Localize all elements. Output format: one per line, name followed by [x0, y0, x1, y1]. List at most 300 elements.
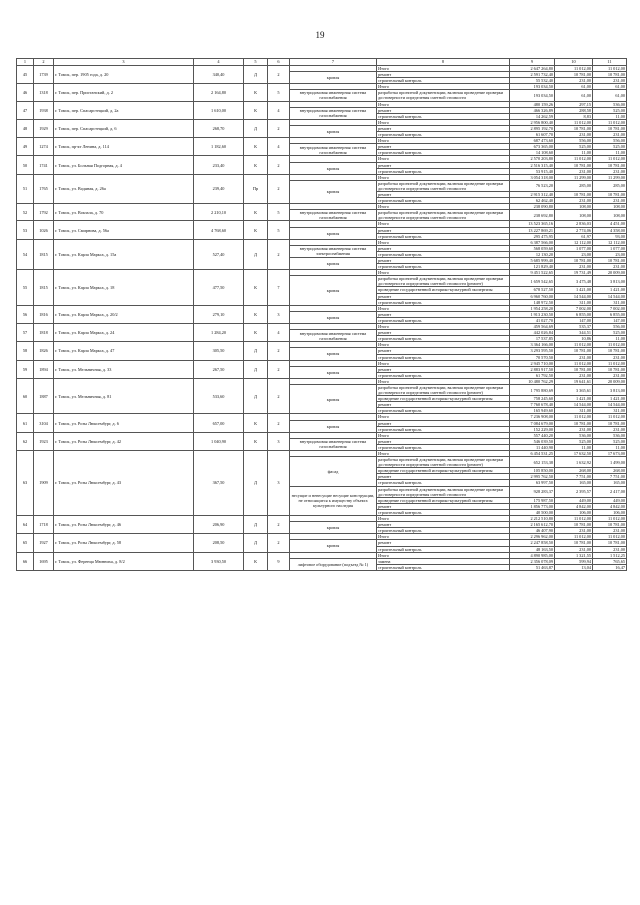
cost-total: 1 856 773,00 — [510, 503, 555, 509]
address: г. Томск, ул. Мельничная, д. 81 — [54, 378, 194, 414]
cost-per-m2: 11 012,00 — [555, 66, 593, 72]
cost-total: 2 915 312,40 — [510, 191, 555, 197]
max-cost-per-m2: 108,00 — [593, 210, 627, 221]
column-number-row — [17, 59, 627, 66]
max-cost-per-m2: 311,00 — [593, 299, 627, 305]
cost-total: 928 283,37 — [510, 486, 555, 497]
house-area: 527,40 — [194, 239, 244, 269]
max-cost-per-m2: 10 781,00 — [593, 72, 627, 78]
max-cost-per-m2: 11 299,00 — [593, 174, 627, 180]
floors: 4 — [268, 138, 290, 156]
work-type: ремонт — [377, 540, 510, 546]
work-type: Итого — [377, 342, 510, 348]
cost-total: 7 084 679,00 — [510, 420, 555, 426]
max-cost-per-m2: 10 781,00 — [593, 522, 627, 528]
max-cost-per-m2: 11,00 — [593, 336, 627, 342]
cost-per-m2: 11,00 — [555, 150, 593, 156]
work-system: кровля — [290, 162, 377, 174]
work-type: строительный контроль — [377, 444, 510, 450]
cost-total: 480 159,26 — [510, 101, 555, 107]
cost-per-m2: 536,00 — [555, 432, 593, 438]
address: г. Томск, пер. Спасарстецкий, д. 6 — [54, 119, 194, 137]
work-type: Итого — [377, 378, 510, 384]
cost-total: 466 326,89 — [510, 107, 555, 113]
work-system: кровля — [290, 311, 377, 323]
cost-total: 758 245,60 — [510, 396, 555, 402]
floors: 2 — [268, 156, 290, 174]
cost-total: 11 440,90 — [510, 444, 555, 450]
cost-total: 61 607,70 — [510, 132, 555, 138]
max-cost-per-m2: 3 813,00 — [593, 384, 627, 395]
cost-per-m2: 288,58 — [555, 107, 593, 113]
cost-per-m2: 525,00 — [555, 438, 593, 444]
max-cost-per-m2: 11 012,00 — [593, 342, 627, 348]
cost-per-m2: 10 781,00 — [555, 72, 593, 78]
row-number: 60 — [17, 378, 34, 414]
work-type: Итого — [377, 221, 510, 227]
cost-per-m2: 8,83 — [555, 113, 593, 119]
work-system: кровля — [290, 258, 377, 270]
max-cost-per-m2: 231,00 — [593, 168, 627, 174]
work-type: Итого — [377, 66, 510, 72]
cost-total: 7 236 908,00 — [510, 414, 555, 420]
cost-per-m2: 231,00 — [555, 198, 593, 204]
cost-total: 46 407,90 — [510, 528, 555, 534]
cost-total: 17 537,85 — [510, 336, 555, 342]
cost-total: 6 960 760,00 — [510, 293, 555, 299]
address: г. Томск, ул. Розы Люксембург, д. 46 — [54, 516, 194, 534]
cost-per-m2: 1 632,92 — [555, 457, 593, 468]
house-id: 1792 — [34, 204, 54, 221]
house-area: 279,10 — [194, 305, 244, 323]
work-system: кровля — [290, 72, 377, 84]
max-cost-per-m2: 6 855,00 — [593, 311, 627, 317]
cost-total: 3 364 166,00 — [510, 342, 555, 348]
wall-material: К — [244, 138, 268, 156]
max-cost-per-m2: 231,00 — [593, 354, 627, 360]
cost-total: 53 915,40 — [510, 168, 555, 174]
cost-total: 193 034,50 — [510, 84, 555, 90]
work-system: кровля — [290, 540, 377, 552]
house-area: 340,40 — [194, 66, 244, 84]
work-type: ремонт — [377, 503, 510, 509]
cost-per-m2: 11 299,00 — [555, 174, 593, 180]
house-id: 1826 — [34, 342, 54, 360]
work-type: Итого — [377, 305, 510, 311]
work-type: разработка проектной документации, включая проведение проверки достоверности определения сметной стоимости — [377, 90, 510, 101]
house-id: 1816 — [34, 305, 54, 323]
cost-per-m2: 10 781,00 — [555, 162, 593, 168]
work-type: строительный контроль — [377, 317, 510, 323]
work-system: кровля — [290, 276, 377, 305]
work-type: разработка проектной документации, включая проведение проверки достоверности определения сметной стоимости — [377, 486, 510, 497]
wall-material: Пр — [244, 174, 268, 203]
work-type: замена — [377, 558, 510, 564]
cost-total: 6 387 566,00 — [510, 239, 555, 245]
max-cost-per-m2: 10 781,00 — [593, 420, 627, 426]
cost-per-m2: 61,97 — [555, 233, 593, 239]
address: г. Томск, ул. Карла Маркса, д. 20/2 — [54, 305, 194, 323]
cost-per-m2: 2 395,57 — [555, 486, 593, 497]
work-system: кровля — [290, 522, 377, 534]
row-number: 47 — [17, 101, 34, 119]
address: г. Томск, ул. Карла Маркса, д. 47 — [54, 342, 194, 360]
cost-per-m2: 165,00 — [555, 480, 593, 486]
max-cost-per-m2: 231,00 — [593, 528, 627, 534]
max-cost-per-m2: 4 451,00 — [593, 221, 627, 227]
cost-per-m2: 10 781,00 — [555, 540, 593, 546]
max-cost-per-m2: 7 002,00 — [593, 305, 627, 311]
cost-total: 41 027,70 — [510, 317, 555, 323]
house-id: 1929 — [34, 119, 54, 137]
max-cost-per-m2: 20 009,00 — [593, 378, 627, 384]
column-number: 3 — [54, 59, 194, 66]
cost-total: 678 527,50 — [510, 287, 555, 293]
cost-total: 63 997,50 — [510, 480, 555, 486]
row-number: 65 — [17, 534, 34, 552]
work-system: лифтовое оборудование (подъезд № 1) — [290, 558, 377, 570]
work-system: внутридомовая инженерная система газоснабжения — [290, 144, 377, 156]
house-id: 1741 — [34, 156, 54, 174]
cost-per-m2: 3 365,61 — [555, 384, 593, 395]
work-type: Итого — [377, 432, 510, 438]
work-type: строительный контроль — [377, 354, 510, 360]
floors: 5 — [268, 204, 290, 221]
max-cost-per-m2: 2 417,00 — [593, 486, 627, 497]
max-cost-per-m2: 11 012,00 — [593, 414, 627, 420]
cost-per-m2: 10 781,00 — [555, 348, 593, 354]
cost-per-m2: 599,94 — [555, 558, 593, 564]
work-type: строительный контроль — [377, 372, 510, 378]
cost-total: 152 229,00 — [510, 426, 555, 432]
house-id: 1026 — [34, 221, 54, 239]
max-cost-per-m2: 525,00 — [593, 107, 627, 113]
floors: 2 — [268, 239, 290, 269]
max-cost-per-m2: 20 009,00 — [593, 270, 627, 276]
house-area: 4 768,60 — [194, 221, 244, 239]
max-cost-per-m2: 1 421,00 — [593, 287, 627, 293]
work-system: внутридомовая инженерная система газоснабжения — [290, 210, 377, 221]
max-cost-per-m2: 765,65 — [593, 558, 627, 564]
max-cost-per-m2: 14 544,00 — [593, 402, 627, 408]
work-type: строительный контроль — [377, 299, 510, 305]
cost-per-m2: 231,00 — [555, 546, 593, 552]
house-id: 1718 — [34, 516, 54, 534]
work-type: проведение государственной историко-культурной экспертизы — [377, 396, 510, 402]
cost-per-m2: 23,00 — [555, 251, 593, 257]
max-cost-per-m2: 12 112,00 — [593, 239, 627, 245]
work-type: строительный контроль — [377, 528, 510, 534]
wall-material: К — [244, 324, 268, 342]
cost-per-m2: 7 751,00 — [555, 474, 593, 480]
max-cost-per-m2: 11 012,00 — [593, 534, 627, 540]
row-number: 53 — [17, 221, 34, 239]
work-type: разработка проектной документации, включая проведение проверки достоверности определения сметной стоимости (ремонт) — [377, 276, 510, 287]
wall-material: Д — [244, 534, 268, 552]
cost-total: 55 532,40 — [510, 78, 555, 84]
work-type: Итого — [377, 239, 510, 245]
work-type: Итого — [377, 414, 510, 420]
work-type: ремонт — [377, 348, 510, 354]
cost-total: 1 954 258,20 — [510, 305, 555, 311]
wall-material: Д — [244, 239, 268, 269]
row-number: 46 — [17, 84, 34, 101]
max-cost-per-m2: 11 012,00 — [593, 156, 627, 162]
cost-per-m2: 11 012,00 — [555, 156, 593, 162]
cost-per-m2: 311,00 — [555, 408, 593, 414]
work-type: разработка проектной документации, включая проведение проверки достоверности определения сметной стоимости (ремонт) — [377, 457, 510, 468]
house-id: 1909 — [34, 451, 54, 516]
house-area: 477,50 — [194, 270, 244, 306]
max-cost-per-m2: 536,00 — [593, 101, 627, 107]
work-type: ремонт — [377, 366, 510, 372]
house-id: 1274 — [34, 138, 54, 156]
max-cost-per-m2: 11 012,00 — [593, 119, 627, 125]
work-type: Итого — [377, 324, 510, 330]
work-system: кровля — [290, 180, 377, 203]
address: г. Томск, ул. Карла Маркса, д. 18 — [54, 270, 194, 306]
work-system: кровля — [290, 420, 377, 432]
cost-total: 687 473,60 — [510, 138, 555, 144]
cost-per-m2: 311,00 — [555, 299, 593, 305]
address: г. Томск, пер. 1905 года, д. 20 — [54, 66, 194, 84]
wall-material: К — [244, 270, 268, 306]
row-number: 45 — [17, 66, 34, 84]
wall-material: Д — [244, 66, 268, 84]
row-number: 52 — [17, 204, 34, 221]
cost-total: 568 059,60 — [510, 245, 555, 251]
address: г. Томск, ул. Розы Люксембург, д. 6 — [54, 414, 194, 432]
work-type: ремонт — [377, 107, 510, 113]
cost-per-m2: 285,00 — [555, 180, 593, 191]
cost-per-m2: 108,00 — [555, 210, 593, 221]
cost-total: 3 054 318,00 — [510, 174, 555, 180]
cost-total: 70 570,50 — [510, 354, 555, 360]
cost-per-m2: 108,00 — [555, 204, 593, 210]
house-area: 1 610,00 — [194, 101, 244, 119]
house-area: 657,00 — [194, 414, 244, 432]
wall-material: К — [244, 432, 268, 450]
cost-total: 2 212 510,80 — [510, 516, 555, 522]
row-number: 59 — [17, 360, 34, 378]
work-system: внутридомовая инженерная система газоснабжения — [290, 330, 377, 342]
max-cost-per-m2: 231,00 — [593, 372, 627, 378]
work-type: Итого — [377, 84, 510, 90]
house-id: 3104 — [34, 414, 54, 432]
work-type: ремонт — [377, 72, 510, 78]
max-cost-per-m2: 231,00 — [593, 264, 627, 270]
max-cost-per-m2: 231,00 — [593, 198, 627, 204]
work-type: ремонт — [377, 162, 510, 168]
floors: 7 — [268, 270, 290, 306]
floors: 2 — [268, 66, 290, 84]
work-type: ремонт — [377, 191, 510, 197]
wall-material: Д — [244, 342, 268, 360]
house-area: 2 210,10 — [194, 204, 244, 221]
house-id: 1923 — [34, 432, 54, 450]
cost-per-m2: 525,00 — [555, 144, 593, 150]
row-number: 62 — [17, 432, 34, 450]
cost-total: 5 685 999,40 — [510, 258, 555, 264]
max-cost-per-m2: 10 781,00 — [593, 258, 627, 264]
work-type: проведение государственной историко-культурной экспертизы — [377, 287, 510, 293]
work-type: строительный контроль — [377, 233, 510, 239]
max-cost-per-m2: 11 012,00 — [593, 360, 627, 366]
wall-material: К — [244, 84, 268, 101]
work-type: строительный контроль — [377, 509, 510, 515]
max-cost-per-m2: 4 358,00 — [593, 227, 627, 233]
work-type: ремонт — [377, 522, 510, 528]
work-type: строительный контроль — [377, 113, 510, 119]
work-type: Итого — [377, 552, 510, 558]
house-id: 1815 — [34, 239, 54, 269]
wall-material: Д — [244, 451, 268, 516]
cost-total: 2 647 264,80 — [510, 66, 555, 72]
work-system: кровля — [290, 384, 377, 413]
cost-total: 12 130,20 — [510, 251, 555, 257]
work-system: фасад — [290, 457, 377, 486]
capital-repair-table — [16, 58, 627, 571]
max-cost-per-m2: 268,00 — [593, 468, 627, 474]
column-number: 6 — [268, 59, 290, 66]
work-system: кровля — [290, 227, 377, 239]
cost-per-m2: 7 002,00 — [555, 305, 593, 311]
wall-material: Д — [244, 378, 268, 414]
address: г. Томск, ул. Водяная, д. 26а — [54, 174, 194, 203]
work-type: Итого — [377, 138, 510, 144]
max-cost-per-m2: 11 012,00 — [593, 66, 627, 72]
cost-per-m2: 147,00 — [555, 317, 593, 323]
cost-total: 7 760 678,40 — [510, 402, 555, 408]
address: г. Томск, ул. Карла Маркса, д. 24 — [54, 324, 194, 342]
work-system: внутридомовая инженерная система газоснабжения — [290, 107, 377, 119]
house-area: 3 930,50 — [194, 552, 244, 570]
cost-per-m2: 11 012,00 — [555, 360, 593, 366]
cost-total: 51 463,87 — [510, 564, 555, 570]
max-cost-per-m2: 14 544,00 — [593, 293, 627, 299]
work-type: ремонт — [377, 227, 510, 233]
work-type: ремонт — [377, 125, 510, 131]
cost-per-m2: 231,00 — [555, 372, 593, 378]
floors: 2 — [268, 516, 290, 534]
cost-per-m2: 11 012,00 — [555, 534, 593, 540]
max-cost-per-m2: 23,00 — [593, 251, 627, 257]
floors: 4 — [268, 324, 290, 342]
cost-per-m2: 11,00 — [555, 444, 593, 450]
max-cost-per-m2: 231,00 — [593, 426, 627, 432]
work-type: строительный контроль — [377, 251, 510, 257]
cost-per-m2: 231,00 — [555, 168, 593, 174]
cost-total: 238 090,80 — [510, 204, 555, 210]
max-cost-per-m2: 1 077,00 — [593, 245, 627, 251]
cost-per-m2: 10 781,00 — [555, 191, 593, 197]
house-id: 1739 — [34, 66, 54, 84]
row-number: 48 — [17, 119, 34, 137]
max-cost-per-m2: 285,00 — [593, 180, 627, 191]
work-type: строительный контроль — [377, 264, 510, 270]
cost-per-m2: 231,00 — [555, 78, 593, 84]
cost-total: 2 591 732,40 — [510, 72, 555, 78]
cost-per-m2: 14 544,00 — [555, 402, 593, 408]
cost-total: 459 564,69 — [510, 324, 555, 330]
max-cost-per-m2: 10 781,00 — [593, 366, 627, 372]
house-area: 233,40 — [194, 156, 244, 174]
address: г. Томск, ул. Розы Люксембург, д. 43 — [54, 451, 194, 516]
cost-total: 546 039,50 — [510, 438, 555, 444]
cost-total: 10 480 762,29 — [510, 378, 555, 384]
cost-total: 2 995 762,50 — [510, 474, 555, 480]
max-cost-per-m2: 61,00 — [593, 90, 627, 101]
row-number: 51 — [17, 174, 34, 203]
house-area: 367,50 — [194, 451, 244, 516]
cost-total: 14 262,59 — [510, 113, 555, 119]
wall-material: Д — [244, 360, 268, 378]
cost-total: 2 895 192,70 — [510, 125, 555, 131]
max-cost-per-m2: 11 012,00 — [593, 516, 627, 522]
work-type: строительный контроль — [377, 198, 510, 204]
work-type: проведение государственной историко-культурной экспертизы — [377, 468, 510, 474]
floors: 2 — [268, 119, 290, 137]
max-cost-per-m2: 165,00 — [593, 480, 627, 486]
row-number: 64 — [17, 516, 34, 534]
row-number: 56 — [17, 305, 34, 323]
page-number: 19 — [315, 30, 325, 40]
max-cost-per-m2: 10 781,00 — [593, 162, 627, 168]
max-cost-per-m2: 525,00 — [593, 438, 627, 444]
max-cost-per-m2: 17 673,00 — [593, 451, 627, 457]
house-id: 1887 — [34, 378, 54, 414]
max-cost-per-m2: 556,00 — [593, 324, 627, 330]
max-cost-per-m2: 4 842,00 — [593, 503, 627, 509]
max-cost-per-m2: 10 781,00 — [593, 125, 627, 131]
work-type: строительный контроль — [377, 408, 510, 414]
max-cost-per-m2: 536,00 — [593, 432, 627, 438]
work-system: внутридомовая инженерная система газоснабжения — [290, 438, 377, 450]
cost-total: 652 153,38 — [510, 457, 555, 468]
row-number: 58 — [17, 342, 34, 360]
cost-total: 2 570 203,80 — [510, 156, 555, 162]
house-area: 206,90 — [194, 516, 244, 534]
max-cost-per-m2: 61,00 — [593, 84, 627, 90]
cost-per-m2: 231,00 — [555, 426, 593, 432]
column-number: 8 — [377, 59, 510, 66]
work-type: Итого — [377, 101, 510, 107]
column-number: 5 — [244, 59, 268, 66]
work-type: ремонт — [377, 293, 510, 299]
address: г. Томск, ул. Мельничная, д. 33 — [54, 360, 194, 378]
address: г. Томск, пер. Спасарстецкий, д. 2а — [54, 101, 194, 119]
max-cost-per-m2: 11,00 — [593, 113, 627, 119]
cost-per-m2: 10 781,00 — [555, 522, 593, 528]
cost-per-m2: 11 012,00 — [555, 516, 593, 522]
max-cost-per-m2: 231,00 — [593, 546, 627, 552]
cost-total: 76 523,20 — [510, 180, 555, 191]
address: г. Томск, ул. Розы Люксембург, д. 42 — [54, 432, 194, 450]
cost-total: 2 956 800,40 — [510, 119, 555, 125]
max-cost-per-m2: 7 751,00 — [593, 474, 627, 480]
work-type: ремонт — [377, 245, 510, 251]
house-id: 1894 — [34, 360, 54, 378]
cost-per-m2: 1 321,55 — [555, 552, 593, 558]
cost-total: 148 972,50 — [510, 299, 555, 305]
work-type: Итого — [377, 516, 510, 522]
work-type: строительный контроль — [377, 480, 510, 486]
cost-per-m2: 4 842,00 — [555, 503, 593, 509]
cost-total: 13 523 365,16 — [510, 221, 555, 227]
wall-material: К — [244, 101, 268, 119]
wall-material: К — [244, 414, 268, 432]
cost-per-m2: 297,15 — [555, 101, 593, 107]
